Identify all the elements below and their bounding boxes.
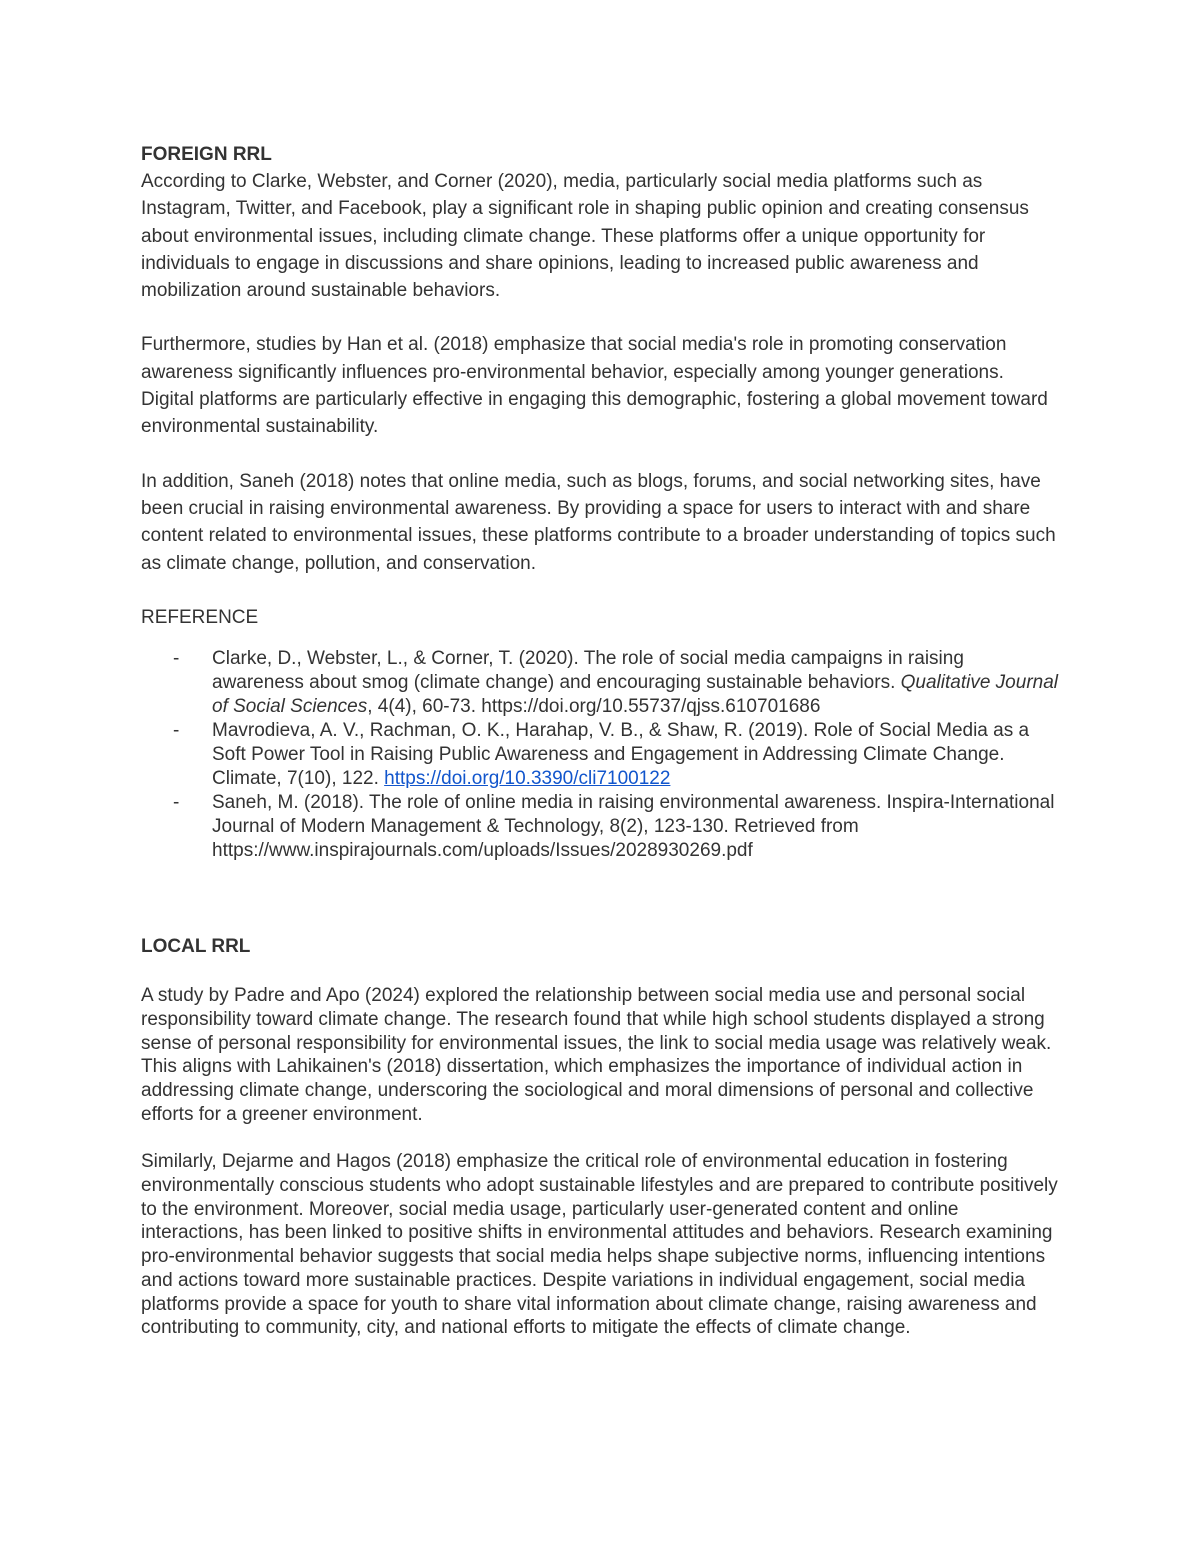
- reference-text: , 4(4), 60-73. https://doi.org/10.55737/qjss.610701686: [367, 696, 821, 718]
- foreign-paragraph-1: According to Clarke, Webster, and Corner (2020), media, particularly social media platforms such as Instagram, Twitter, and Facebook, play a significant role in shaping public opinion and creating consensus about environmental issues, including climate change. These platforms offer a unique opportunity for individuals to engage in discussions and share opinions, leading to increased public awareness and mobilization around sustainable behaviors.: [141, 171, 1029, 302]
- reference-text: Saneh, M. (2018). The role of online media in raising environmental awareness. Inspira-International Journal of Modern Management & Technology, 8(2), 123-130. Retrieved from https://www.inspirajournals.com/uploads/Issues/2028930269.pdf: [212, 792, 1055, 862]
- reference-item-saneh: [141, 791, 1061, 863]
- reference-text: Clarke, D., Webster, L., & Corner, T. (2020). The role of social media campaigns in raising awareness about smog (climate change) and encouraging sustainable behaviors.: [212, 648, 964, 694]
- bullet-dash: -: [173, 720, 180, 742]
- reference-item-mavrodieva: [141, 719, 1061, 791]
- bullet-dash: -: [173, 648, 180, 670]
- doi-link[interactable]: https://doi.org/10.3390/cli7100122: [384, 768, 671, 790]
- reference-heading: REFERENCE: [141, 606, 259, 628]
- foreign-rrl-heading: FOREIGN RRL: [141, 144, 272, 165]
- local-rrl-heading: LOCAL RRL: [141, 936, 251, 958]
- bullet-dash: -: [173, 792, 180, 814]
- document-page: [141, 141, 1061, 1340]
- local-paragraph-2: Similarly, Dejarme and Hagos (2018) emphasize the critical role of environmental education in fostering environmentally conscious students who adopt sustainable lifestyles and are prepared to contribute positively to the environment. Moreover, social media usage, particularly user-generated content and online interactions, has been linked to positive shifts in environmental attitudes and behaviors. Research examining pro-environmental behavior suggests that social media helps shape subjective norms, influencing intentions and actions toward more sustainable practices. Despite variations in individual engagement, social media platforms provide a space for youth to share vital information about climate change, raising awareness and contributing to community, city, and national efforts to mitigate the effects of climate change.: [141, 1151, 1058, 1339]
- reference-text: Mavrodieva, A. V., Rachman, O. K., Harahap, V. B., & Shaw, R. (2019). Role of Social Media as a Soft Power Tool in Raising Public Awareness and Engagement in Addressing Climate Change. Climate, 7(10), 122.: [212, 720, 1030, 790]
- foreign-paragraph-3: In addition, Saneh (2018) notes that online media, such as blogs, forums, and social networking sites, have been crucial in raising environmental awareness. By providing a space for users to interact with and share content related to environmental issues, these platforms contribute to a broader understanding of topics such as climate change, pollution, and conservation.: [141, 470, 1056, 574]
- foreign-paragraph-2: Furthermore, studies by Han et al. (2018) emphasize that social media's role in promoting conservation awareness significantly influences pro-environmental behavior, especially among younger generations. Digital platforms are particularly effective in engaging this demographic, fostering a global movement toward environmental sustainability.: [141, 334, 1048, 438]
- reference-item-clarke: [141, 647, 1061, 719]
- local-paragraph-1: A study by Padre and Apo (2024) explored the relationship between social media use and personal social responsibility toward climate change. The research found that while high school students displayed a strong sense of personal responsibility for environmental issues, the link to social media usage was relatively weak. This aligns with Lahikainen's (2018) dissertation, which emphasizes the importance of individual action in addressing climate change, underscoring the sociological and moral dimensions of personal and collective efforts for a greener environment.: [141, 985, 1052, 1125]
- reference-list: [141, 647, 1061, 863]
- reference-journal: Qualitative Journal of Social Sciences: [212, 672, 1059, 718]
